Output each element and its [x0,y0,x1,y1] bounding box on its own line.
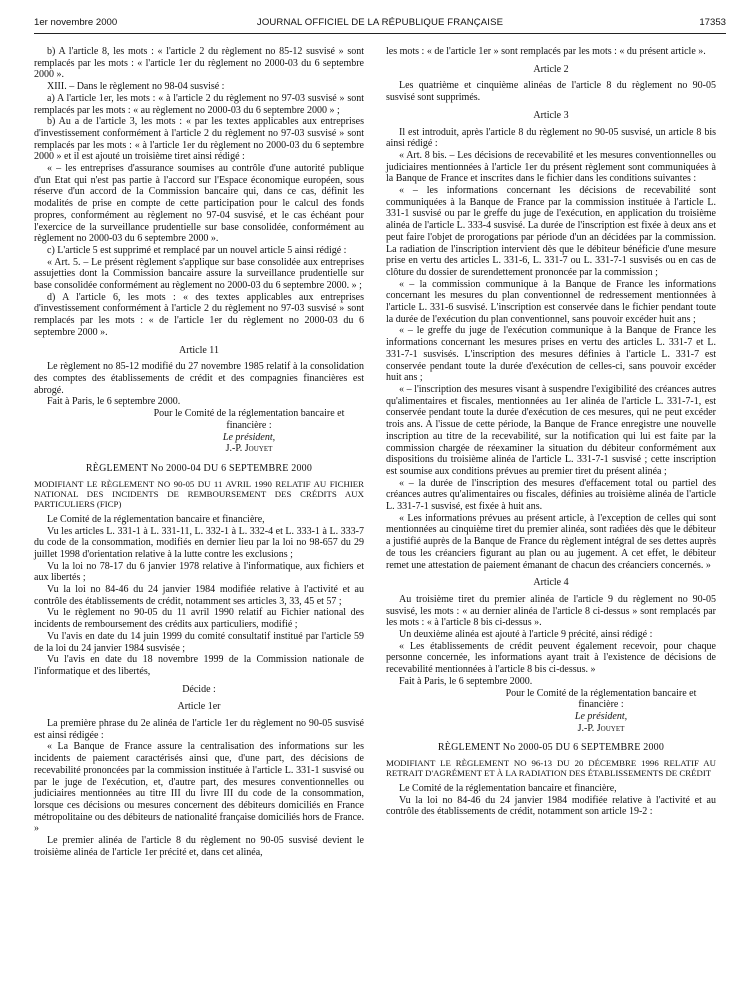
issue-date: 1er novembre 2000 [34,17,118,28]
signature-name: J.-P. Jouyet [577,722,625,734]
article-heading: Article 11 [179,344,219,356]
left-column [34,46,364,859]
paragraph: « – l'inscription des mesures visant à suspendre l'exigibilité des créances autres qu'alimentaires et fiscales, mentionnées au 1er alinéa de l'article L. 331-7-1, est conservée pendant toute la durée d'exécution de ces mesures, qui ne peut excéder trois ans. A l'issue de cette période, la Banque de France enregistre une nouvelle inscription au titre de la recevabilité, sur la notification qui lui est faite par la commission chargée de réexaminer la situation du débiteur conformément aux dispositions du troisième alinéa de l'article L. 331-7-1 susvisé ; cette inscription est soumise aux conditions prévues au premier tiret du présent alinéa ; [386,383,716,477]
paragraph: « Art. 5. – Le présent règlement s'applique sur base consolidée aux entreprises assujetties dont la Commission bancaire assure la surveillance prudentielle sur base consolidée conformément au règlement no 2000-03 du 6 septembre 2000. » ; [34,256,364,292]
paragraph: Les quatrième et cinquième alinéas de l'article 8 du règlement no 90-05 susvisé sont supprimés. [386,80,716,104]
regulation-subtitle: MODIFIANT LE RÈGLEMENT NO 96-13 DU 20 DÉCEMBRE 1996 RELATIF AU RETRAIT D'AGRÉMENT ET À LA RADIATION DES ÉTABLISSEMENTS DE CRÉDIT [386,758,716,779]
paragraph: « – la durée de l'inscription des mesures d'effacement total ou partiel des créances autres qu'alimentaires ou fiscales, définies au troisième alinéa de l'article L. 331-7-1 susvisé, est fixée à huit ans. [386,477,716,513]
paragraph: « – les informations concernant les décisions de recevabilité sont communiquées à la Banque de France par la commission instituée à l'article L. 331-1 susvisé ou par le greffe du juge de l'exécution, en application du troisième alinéa de l'article L. 333-4 susvisé. La durée de l'inscription est fixée à deux ans et peut faire l'objet de prorogations par période d'un an décidées par la commission. La radiation de l'inscription intervient dès que le débiteur bénéficie d'une mesure prise en vertu des articles L. 331-6, L. 331-7 ou L. 331-7-1 susvisés ou en cas de clôture du dossier de surendettement prononcée par la commission ; [386,185,716,278]
paragraph: Vu la loi no 84-46 du 24 janvier 1984 modifiée relative à l'activité et au contrôle des établissements de crédit, notamment son article 19-2 : [386,794,716,818]
paragraph: Fait à Paris, le 6 septembre 2000. [47,396,181,408]
paragraph: « Les informations prévues au présent article, à l'exception de celles qui sont mentionnées au cinquième tiret du premier alinéa, sont radiées dès que le débiteur a justifié auprès de la Banque de France du règlement intégral de ses dettes auprès de tous les créanciers figurant au plan ou au jugement. A cet effet, le débiteur remet une attestation de paiement émanant de chacun des créanciers concernés. » [386,512,716,571]
page-header [34,17,726,33]
paragraph: Le Comité de la réglementation bancaire et financière, [47,513,265,525]
signature-title: Le président, [222,431,276,443]
paragraph: c) L'article 5 est supprimé et remplacé par un nouvel article 5 ainsi rédigé : [47,244,347,256]
paragraph: Le premier alinéa de l'article 8 du règlement no 90-05 susvisé devient le troisième alinéa de l'article 1er précité et, dans cet alinéa, [34,835,364,858]
paragraph: Vu le règlement no 90-05 du 11 avril 1990 relatif au Fichier national des incidents de remboursement des crédits aux particuliers, modifié ; [34,607,364,631]
paragraph: « La Banque de France assure la centralisation des informations sur les incidents de paiement caractérisés ainsi que, d'une part, des décisions de recevabilité prononcées par la commission instituée à l'article L. 331-1 susvisé ou par le juge de l'exécution, et, d'autre part, des mesures conventionnelles ou judiciaires mentionnées au titre III du livre III du code de la consommation, lorsque ces décisions ou mesures concernent des débiteurs domiciliés en France métropolitaine ou des débiteurs de nationalité française domiciliés hors de France. » [34,741,364,835]
regulation-title: RÈGLEMENT No 2000-05 DU 6 SEPTEMBRE 2000 [437,742,665,754]
paragraph: « – la commission communique à la Banque de France les informations concernant les mesures du plan conventionnel de redressement mentionnées à l'article L. 331-6 susvisé. L'inscription est conservée dans le fichier pendant toute la durée de l'exécution du plan conventionnel, sans pouvoir excéder huit ans ; [386,278,716,325]
paragraph: Vu les articles L. 331-1 à L. 331-11, L. 332-1 à L. 332-4 et L. 333-1 à L. 333-7 du code de la consommation, modifiés en dernier lieu par la loi no 98-657 du 29 juillet 1998 d'orientation relative à la lutte contre les exclusions ; [34,525,364,560]
regulation-title: RÈGLEMENT No 2000-04 DU 6 SEPTEMBRE 2000 [85,462,313,474]
page-number: 17353 [699,17,726,28]
paragraph: La première phrase du 2e alinéa de l'article 1er du règlement no 90-05 susvisé est ainsi rédigée : [34,718,364,741]
paragraph: a) A l'article 1er, les mots : « à l'article 2 du règlement no 97-03 susvisé » sont remplacés par les mots : « au règlement no 2000-03 du 6 septembre 2000 » ; [34,92,364,116]
paragraph: « Art. 8 bis. – Les décisions de recevabilité et les mesures conventionnelles ou judiciaires mentionnées à l'article 1er du présent règlement sont communiquées à la Banque de France et inscrites dans le fichier dans les conditions suivantes : [386,149,716,185]
decide-heading: Décide : [182,683,216,695]
paragraph: Vu l'avis en date du 14 juin 1999 du comité consultatif institué par l'article 59 de la loi du 24 janvier 1984 susvisée ; [34,630,364,654]
paragraph: les mots : « de l'article 1er » sont remplacés par les mots : « du présent article ». [386,46,706,57]
paragraph: « Les établissements de crédit peuvent également recevoir, pour chaque personne concernée, les informations ayant trait à l'existence de décisions de recevabilité mentionnées à l'article 8 bis ci-dessus. » [386,640,716,676]
paragraph: Au troisième tiret du premier alinéa de l'article 9 du règlement no 90-05 susvisé, les mots : « au dernier alinéa de l'article 8 ci-dessus » sont remplacés par les mots : « à l'article 8 bis ci-dessus ». [386,593,716,629]
paragraph: b) A l'article 8, les mots : « l'article 2 du règlement no 85-12 susvisé » sont remplacés par les mots : « l'article 1er du règlement no 2000-03 du 6 septembre 2000 ». [34,46,364,81]
right-column [386,46,716,818]
paragraph: b) Au a de l'article 3, les mots : « par les textes applicables aux entreprises d'investissement conformément à l'article 2 du règlement no 97-03 susvisé » sont remplacés par les mots : « à l'article 1er du règlement no 2000-03 du 6 septembre 2000 » et il est ajouté un troisième tiret ainsi rédigé : [34,116,364,163]
journal-title: JOURNAL OFFICIEL DE LA RÉPUBLIQUE FRANÇAISE [256,17,504,28]
article-heading: Article 1er [177,701,221,713]
paragraph: Un deuxième alinéa est ajouté à l'article 9 précité, ainsi rédigé : [399,629,653,641]
article-heading: Article 3 [533,109,569,121]
signature-line: Pour le Comité de la réglementation bancaire et financière : [153,408,345,431]
signature-name: J.-P. Jouyet [225,443,273,455]
signature-title: Le président, [574,710,628,722]
regulation-subtitle: MODIFIANT LE RÈGLEMENT NO 90-05 DU 11 AVRIL 1990 RELATIF AU FICHIER NATIONAL DES INCIDENTS DE REMBOURSEMENT DES CRÉDITS AUX PARTICULIERS (FICP) [34,478,364,510]
paragraph: d) A l'article 6, les mots : « des textes applicables aux entreprises d'investissement conformément à l'article 2 du règlement no 97-03 susvisé » sont remplacés par les mots : « de l'article 1er du règlement no 2000-03 du 6 septembre 2000 ». [34,291,364,338]
paragraph: « – le greffe du juge de l'exécution communique à la Banque de France les informations concernant les mesures prises en vertu des articles L. 331-7 et L. 331-7-1 susvisés. L'inscription des mesures définies à l'article L. 331-7 est conservée pendant toute la durée d'exécution de celles-ci, sans pouvoir excéder huit ans ; [386,325,716,384]
paragraph: Il est introduit, après l'article 8 du règlement no 90-05 susvisé, un article 8 bis ainsi rédigé : [386,126,716,150]
paragraph: Vu l'avis en date du 18 novembre 1999 de la Commission nationale de l'informatique et des libertés, [34,654,364,677]
paragraph: Le Comité de la réglementation bancaire et financière, [399,782,617,794]
paragraph: XIII. – Dans le règlement no 98-04 susvisé : [47,81,225,93]
paragraph: Fait à Paris, le 6 septembre 2000. [399,675,533,687]
paragraph: Le règlement no 85-12 modifié du 27 novembre 1985 relatif à la consolidation des comptes des établissements de crédit et des compagnies financières est abrogé. [34,361,364,396]
paragraph: Vu la loi no 84-46 du 24 janvier 1984 modifiée relative à l'activité et au contrôle des établissements de crédit, notamment ses articles 3, 33, 45 et 57 ; [34,584,364,607]
article-heading: Article 2 [533,63,569,75]
signature-line: Pour le Comité de la réglementation bancaire et financière : [505,687,697,711]
paragraph: « – les entreprises d'assurance soumises au contrôle d'une autorité publique d'un Etat qui n'est pas partie à l'accord sur l'Espace économique européen, sous réserve d'un accord de la Commission bancaire qui, dans ce cas, définit les modalités de prise en compte de cette participation pour le calcul des fonds propres, conformément au règlement no 97-04 susvisé, et le cas échéant pour l'exercice de la surveillance prudentielle sur base consolidée, conformément au règlement no 2000-03 du 6 septembre 2000 ». [34,163,364,245]
article-heading: Article 4 [533,577,569,589]
paragraph: Vu la loi no 78-17 du 6 janvier 1978 relative à l'informatique, aux fichiers et aux libertés ; [34,560,364,584]
header-rule [34,33,726,34]
